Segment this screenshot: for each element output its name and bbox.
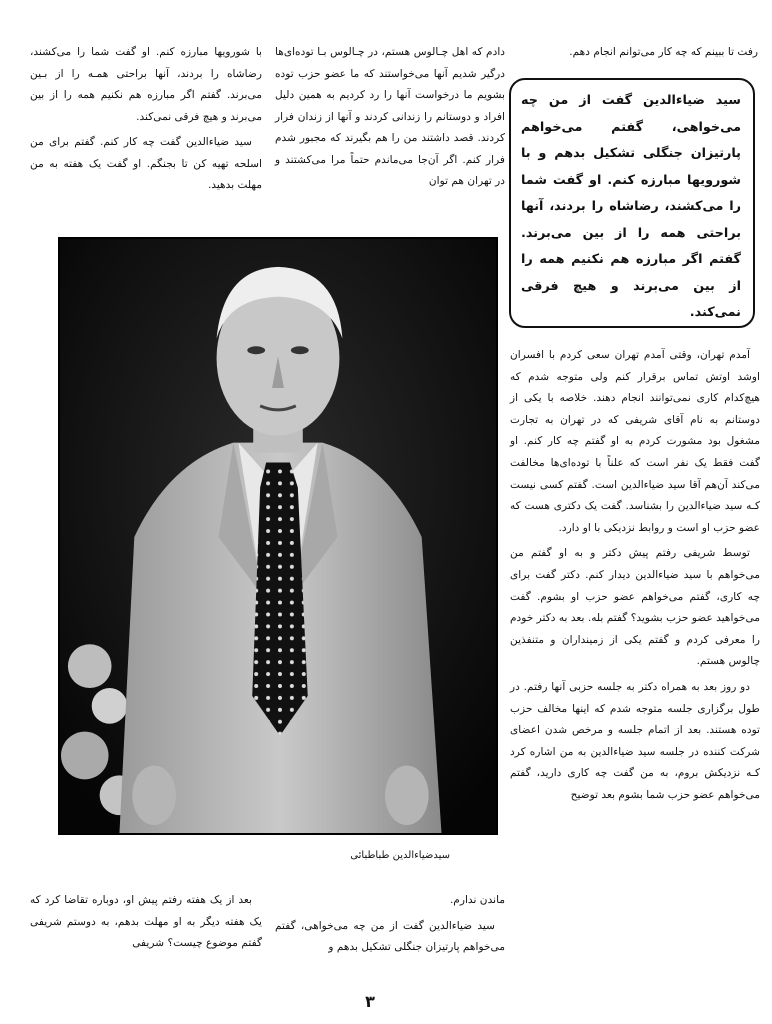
paragraph: توسط شریفی رفتم پیش دکتر و به او گفتم من می‌خواهم با سید ضیاءالدین دیدار کنم. دکتر گفت برای چه کاری، گفتم می‌خواهم عضو حزب او بشوم. گفت می‌خواهید عضو حزب بشوید؟ گفتم بله. بعد به دکتر خودم را معرفی کردم و گفتم یکی از زمینداران و متنفذین چالوس هستم. [510,547,760,668]
paragraph: آمدم تهران، وقتی آمدم تهران سعی کردم با افسران اوشد اوتش تماس برقرار کنم ولی متوجه شدم که هیچ‌کدام کاری نمی‌توانند انجام دهند. خلاصه با یکی از دوستانم به نام آقای شریفی که در تهران به تجارت مشغول بود مشورت کردم به او گفتم چه کار کنم. او گفت فقط یک نفر است که علناً با توده‌ای‌ها مخالفت می‌کند آن‌هم آقا سید ضیاءالدین است. گفتم کسی نیست کـه سید ضیاءالدین را بشناسد. گفت یک دکتری هست که عضو حزب او است و روابط نزدیکی با او دارد. [510,349,760,534]
paragraph: بعد از یک هفته رفتم پیش او، دوباره تقاضا کرد که یک هفته دیگر به او مهلت بدهم، به دوستم شریفی گفتم موضوع چیست؟ شریفی [30,894,262,949]
column-right-main [510,345,760,810]
paragraph: دادم که اهل چـالوس هستم، در چـالوس بـا توده‌ای‌ها درگیر شدیم آنها می‌خواستند که ما عضو حزب توده بشویم ما درخواست آنها را رد کردیم به همین دلیل افراد و دوستانم را زندانی کردند و آنها از زندان فرار کردند. قصد داشتند من را هم بگیرند که مجبور شدم فرار کنم. اگر آن‌جا می‌ماندم حتماً مرا می‌کشتند و در تهران هم توان [275,46,505,187]
column-middle-top [275,42,505,197]
paragraph: سید ضیاءالدین گفت چه کار کنم. گفتم برای من اسلحه تهیه کن تا بجنگم. او گفت یک هفته به من مهلت بدهید. [30,136,262,191]
column-middle-bottom [275,890,505,963]
paragraph: دو روز بعد به همراه دکتر به جلسه حزبی آنها رفتم. در طول برگزاری جلسه متوجه شدم که اینها مخالف حزب توده هستند. بعد از اتمام جلسه و مرخص شدن اعضای شرکت کننده در جلسه سید ضیاءالدین به من اشاره کرد کـه نزدیکش بروم، به من گفت چه کاری دارید، گفتم می‌خواهم عضو حزب شما بشوم بعد توضیح [510,680,760,801]
column-left-top [30,42,262,201]
photo-caption: سیدضیاءالدین طباطبائی [350,850,450,861]
paragraph: ماندن ندارم. [449,894,505,906]
pull-quote-box [509,78,755,328]
portrait-photo [58,237,498,835]
column-right-top [520,42,758,68]
paragraph: با شورویها مبارزه کنم. او گفت شما را می‌کشند، رضاشاه را بردند، آنها براحتی همـه را از بـین می‌برند. گفتم اگر مبارزه هم نکنیم همه را از بین می‌برند و هیچ فرقی نمی‌کند. [30,46,262,123]
column-left-bottom [30,890,262,959]
portrait-photo-icon [60,239,496,833]
pull-quote-text: سید ضیاءالدین گفت از من چه می‌خواهی، گفتم می‌خواهم پارتیزان جنگلی تشکیل بدهم و با شورویها مبارزه کنم. او گفت شما را می‌کشند، رضاشاه را بردند، آنها براحتی همه را از بین می‌برند. گفتم اگر مبارزه هم نکنیم همه را از بین می‌برند و هیچ فرقی نمی‌کند. [521,93,741,320]
page-number: ۳ [365,992,375,1011]
paragraph: سید ضیاءالدین گفت از من چه می‌خواهی، گفتم می‌خواهم پارتیزان جنگلی تشکیل بدهم و [275,919,505,953]
paragraph: رفت تا ببینم که چه کار می‌توانم انجام دهم. [569,46,758,58]
